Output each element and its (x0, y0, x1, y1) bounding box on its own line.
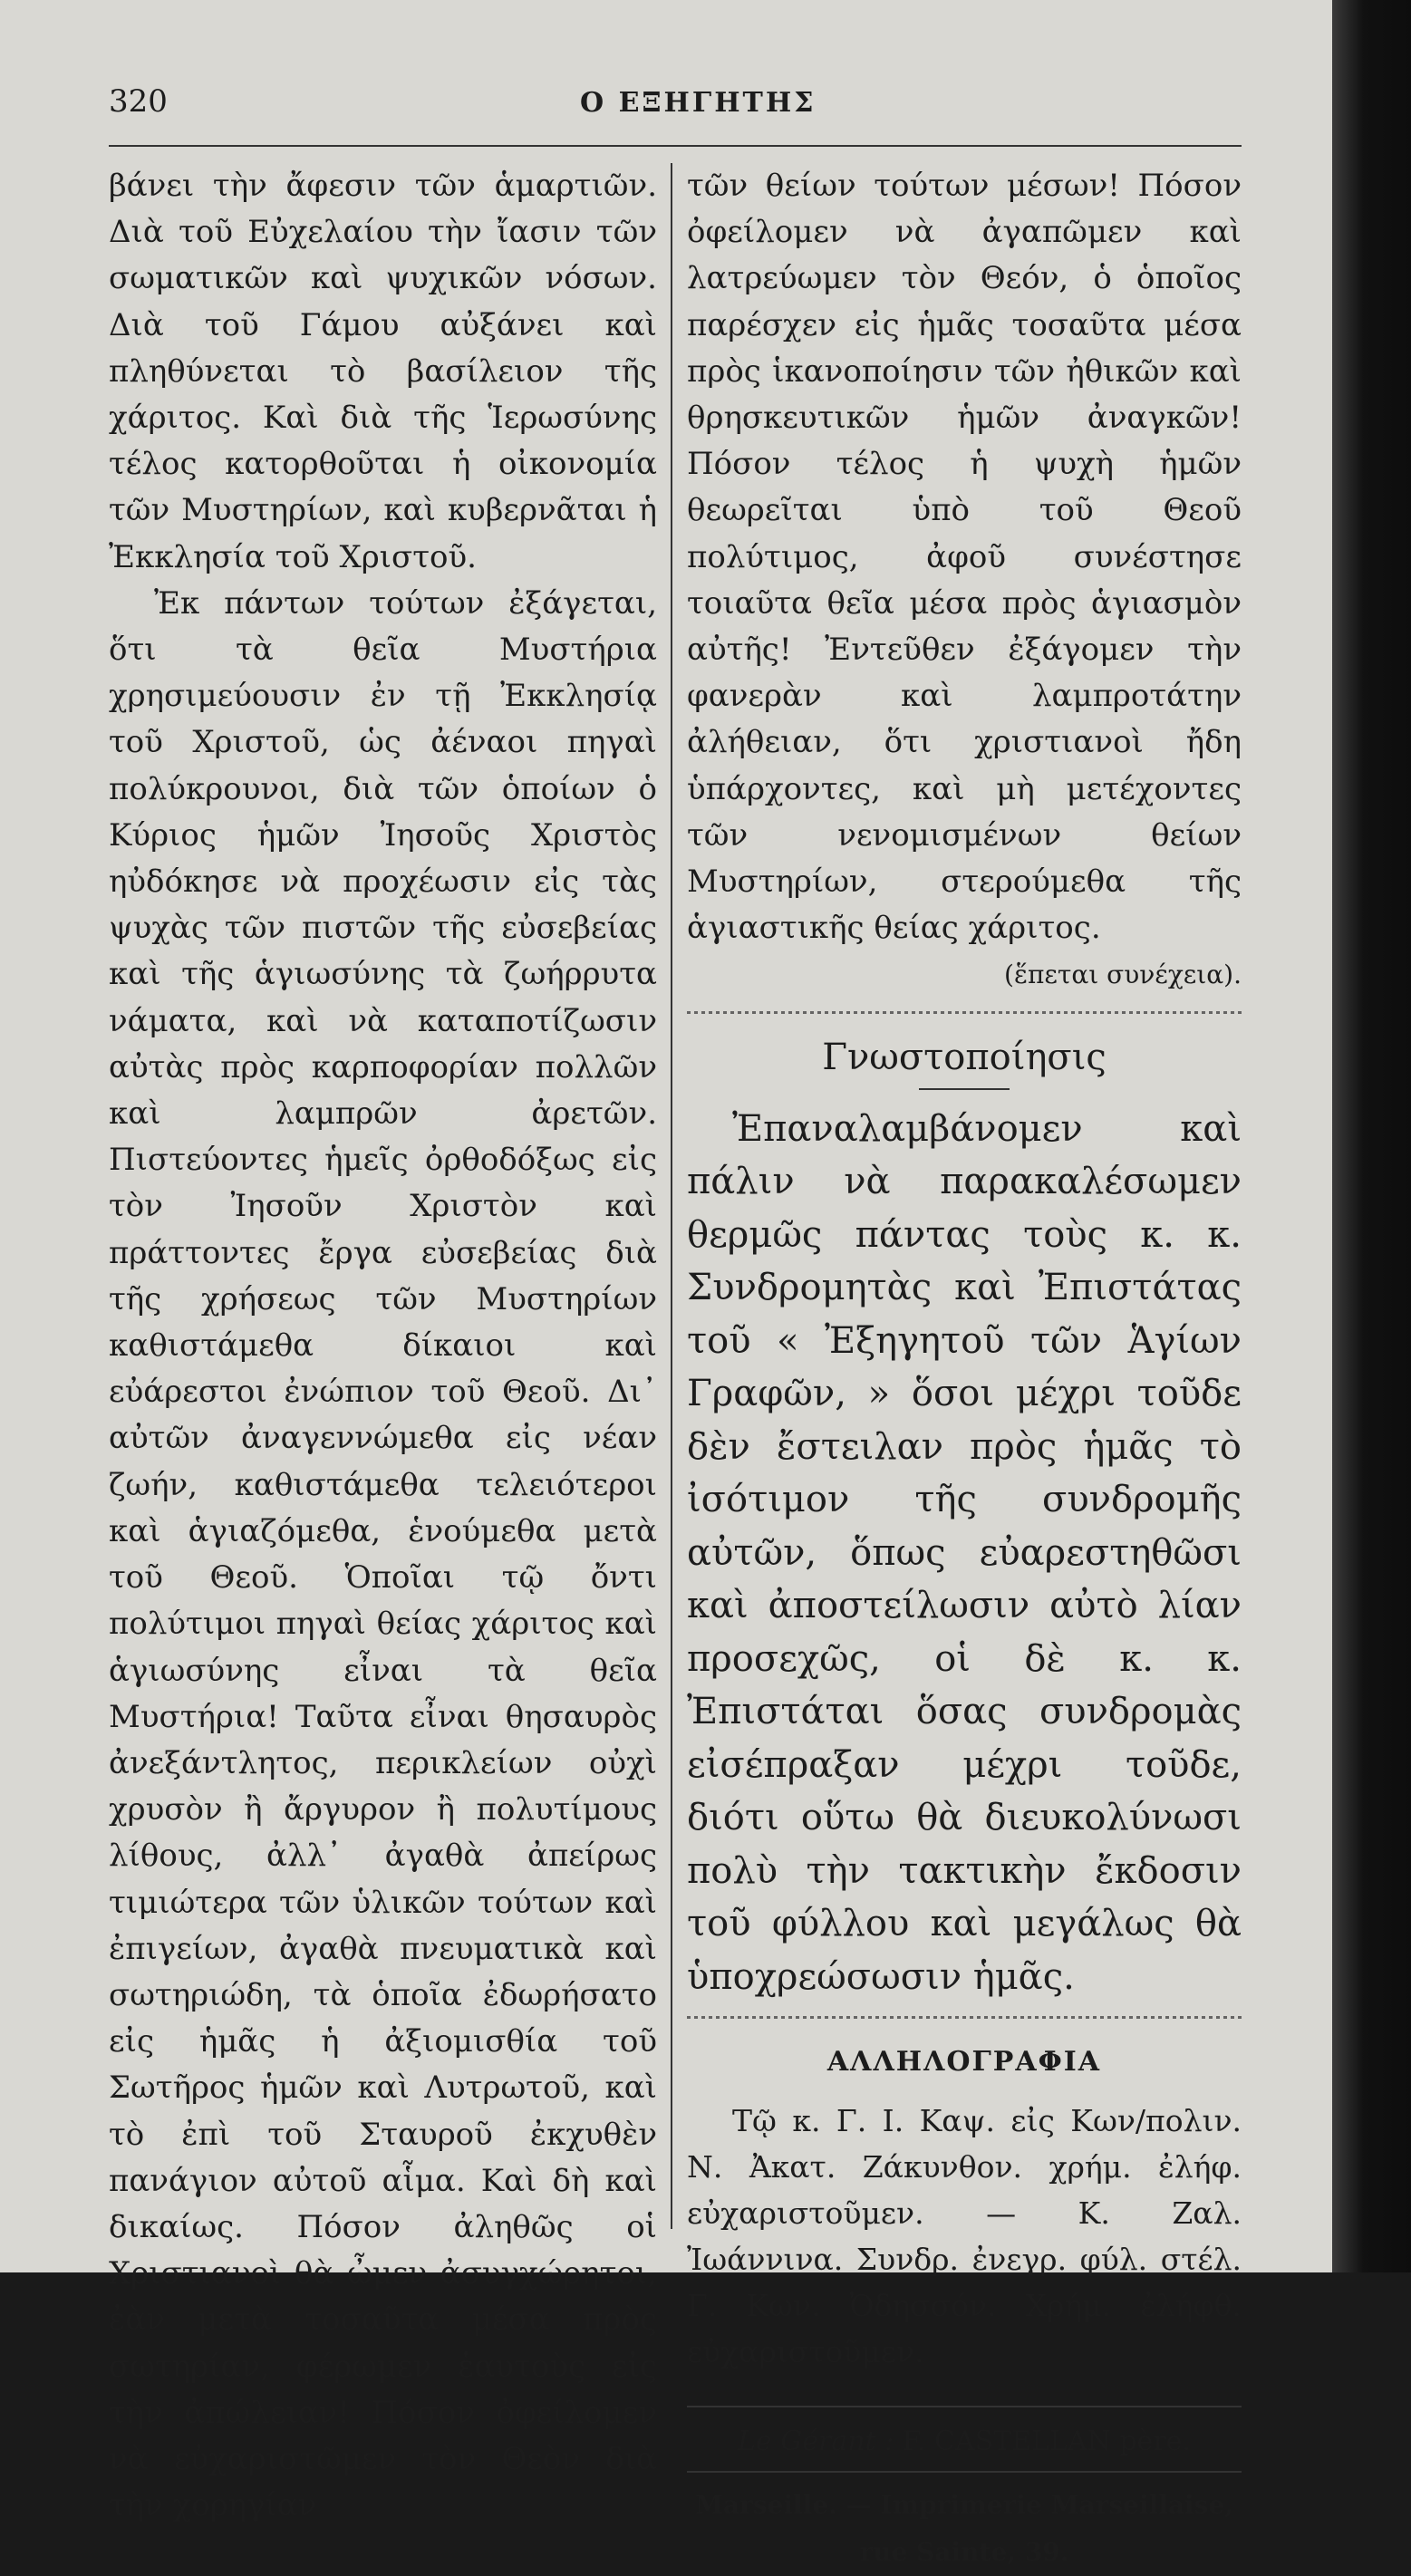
gerant-line (687, 2417, 1242, 2467)
section-divider (687, 1011, 1242, 1014)
book-edge (1332, 0, 1411, 2272)
printer-line: Marseille. — Imprimerie Marseillaise, rue Sainte, 39. (694, 2490, 1233, 2568)
notice-body (687, 1103, 1242, 2004)
column-divider (671, 163, 672, 2229)
gerant-label: Le Gérant : (738, 2426, 894, 2458)
left-paragraph-1: βάνει τὴν ἄφεσιν τῶν ἁμαρτιῶν. Διὰ τοῦ Εὐχελαίου τὴν ἴασιν τῶν σωματικῶν καὶ ψυχικῶν νόσων. Διὰ τοῦ Γάμου αὐξάνει καὶ πληθύνεται τὸ βασίλειον τῆς χάριτος. Καὶ διὰ τῆς Ἱερωσύνης τέλος κατορθοῦται ἡ οἰκονομία τῶν Μυστηρίων, καὶ κυβερνᾶται ἡ Ἐκκλησία τοῦ Χριστοῦ. (109, 168, 657, 575)
page-number: 320 (109, 83, 168, 120)
correspondence-text: Τῷ κ. Γ. Ι. Καψ. εἰς Κων/πολιν. Ν. Ἀκατ. Ζάκυνθον. χρήμ. ἐλήφ. εὐχαριστοῦμεν. — Κ. Ζαλ. Ἰωάννινα. Συνδρ. ἐνεγρ. φύλ. στέλ. Γ. Κων. Ὀδησσόν. Χρήμ. ἐλήφθ. εὐχαριστοῦμεν. (687, 2103, 1242, 2370)
gerant-name: F. CASTELLAN père. (902, 2426, 1191, 2458)
signature-rule (687, 2406, 1242, 2407)
notice-text: Ἐπαναλαμβάνομεν καὶ πάλιν νὰ παρακαλέσωμεν θερμῶς πάντας τοὺς κ. κ. Συνδρομητὰς καὶ Ἐπιστάτας τοῦ « Ἐξηγητοῦ τῶν Ἁγίων Γραφῶν, » ὅσοι μέχρι τοῦδε δὲν ἔστειλαν πρὸς ἡμᾶς τὸ ἰσότιμον τῆς συνδρομῆς αὐτῶν, ὅπως εὐαρεστηθῶσι καὶ ἀποστείλωσιν αὐτὸ λίαν προσεχῶς, οἱ δὲ κ. κ. Ἐπιστάται ὅσας συνδρομὰς εἰσέπραξαν μέχρι τοῦδε, διότι οὕτω θὰ διευκολύνωσι πολὺ τὴν τακτικὴν ἔκδοσιν τοῦ φύλλου καὶ μεγάλως θὰ ὑποχρεώσωσιν ἡμᾶς. (687, 1107, 1242, 1998)
notice-title-rule (919, 1088, 1010, 1090)
correspondence-title: ΑΛΛΗΛΟΓΡΑΦΙΑ (826, 2046, 1102, 2079)
header-rule (109, 145, 1242, 147)
printer-rule (687, 2471, 1242, 2473)
correspondence-body (687, 2098, 1242, 2375)
to-be-continued: (ἕπεται συνέχεια). (1004, 960, 1242, 990)
running-title: Ο ΕΞΗΓΗΤΗΣ (580, 87, 817, 119)
page-header (109, 83, 1242, 138)
left-column (109, 163, 657, 2529)
right-column (687, 163, 1242, 2576)
left-paragraph-2: Ἐκ πάντων τούτων ἐξάγεται, ὅτι τὰ θεῖα Μυστήρια χρησιμεύουσιν ἐν τῇ Ἐκκλησίᾳ τοῦ Χριστοῦ, ὡς ἀέναοι πηγαὶ πολύκρουνοι, διὰ τῶν ὁποίων ὁ Κύριος ἡμῶν Ἰησοῦς Χριστὸς ηὐδόκησε νὰ προχέωσιν εἰς τὰς ψυχὰς τῶν πιστῶν τῆς εὐσεβείας καὶ τῆς ἁγιωσύνης τὰ ζωήρρυτα νάματα, καὶ νὰ καταποτίζωσιν αὐτὰς πρὸς καρποφορίαν πολλῶν καὶ λαμπρῶν ἀρετῶν. Πιστεύοντες ἡμεῖς ὀρθοδόξως εἰς τὸν Ἰησοῦν Χριστὸν καὶ πράττοντες ἔργα εὐσεβείας διὰ τῆς χρήσεως τῶν Μυστηρίων καθιστάμεθα δίκαιοι καὶ εὐάρεστοι ἐνώπιον τοῦ Θεοῦ. Δι᾽ αὐτῶν ἀναγεννώμεθα εἰς νέαν ζωήν, καθιστάμεθα τελειότεροι καὶ ἁγιαζόμεθα, ἑνούμεθα μετὰ τοῦ Θεοῦ. Ὁποῖαι τῷ ὄντι πολύτιμοι πηγαὶ θείας χάριτος καὶ ἁγιωσύνης εἶναι τὰ θεῖα Μυστήρια! Ταῦτα εἶναι θησαυρὸς ἀνεξάντλητος, περικλείων οὐχὶ χρυσὸν ἢ ἄργυρον ἢ πολυτίμους λίθους, ἀλλ᾽ ἀγαθὰ ἀπείρως τιμιώτερα τῶν ὑλικῶν τούτων καὶ ἐπιγείων, ἀγαθὰ πνευματικὰ καὶ σωτηριώδη, τὰ ὁποῖα ἐδωρήσατο εἰς ἡμᾶς ἡ ἀξιομισθία τοῦ Σωτῆρος ἡμῶν καὶ Λυτρωτοῦ, καὶ τὸ ἐπὶ τοῦ Σταυροῦ ἐκχυθὲν πανάγιον αὐτοῦ αἷμα. Καὶ δὴ καὶ δικαίως. Πόσον ἀληθῶς οἱ Χριστιανοὶ θὰ ὦμεν ἀσυγχώρητοι, ἐὰν μετὰ τοσαῦτα μέσα πρὸς σωτηρίαν, φέρωμεν ἑαυτοὺς εἰς τὴν ἀπώλειαν! Πόσον ὀφείλομεν νὰ εὐχαριστῶμεν τὸν Θεὸν διὰ τὴν χορηγίαν (109, 584, 657, 2524)
notice-title: Γνωστοποίησις (822, 1036, 1107, 1078)
section-divider-2 (687, 2016, 1242, 2019)
right-paragraph-continued: τῶν θείων τούτων μέσων! Πόσον ὀφείλομεν νὰ ἀγαπῶμεν καὶ λατρεύωμεν τὸν Θεόν, ὁ ὁποῖος παρέσχεν εἰς ἡμᾶς τοσαῦτα μέσα πρὸς ἱκανοποίησιν τῶν ἠθικῶν καὶ θρησκευτικῶν ἡμῶν ἀναγκῶν! Πόσον τέλος ἡ ψυχὴ ἡμῶν θεωρεῖται ὑπὸ τοῦ Θεοῦ πολύτιμος, ἀφοῦ συνέστησε τοιαῦτα θεῖα μέσα πρὸς ἁγιασμὸν αὐτῆς! Ἐντεῦθεν ἐξάγομεν τὴν φανερὰν καὶ λαμπροτάτην ἀλήθειαν, ὅτι χριστιανοὶ ἤδη ὑπάρχοντες, καὶ μὴ μετέχοντες τῶν νενομισμένων θείων Μυστηρίων, στερούμεθα τῆς ἁγιαστικῆς θείας χάριτος. (687, 168, 1242, 947)
